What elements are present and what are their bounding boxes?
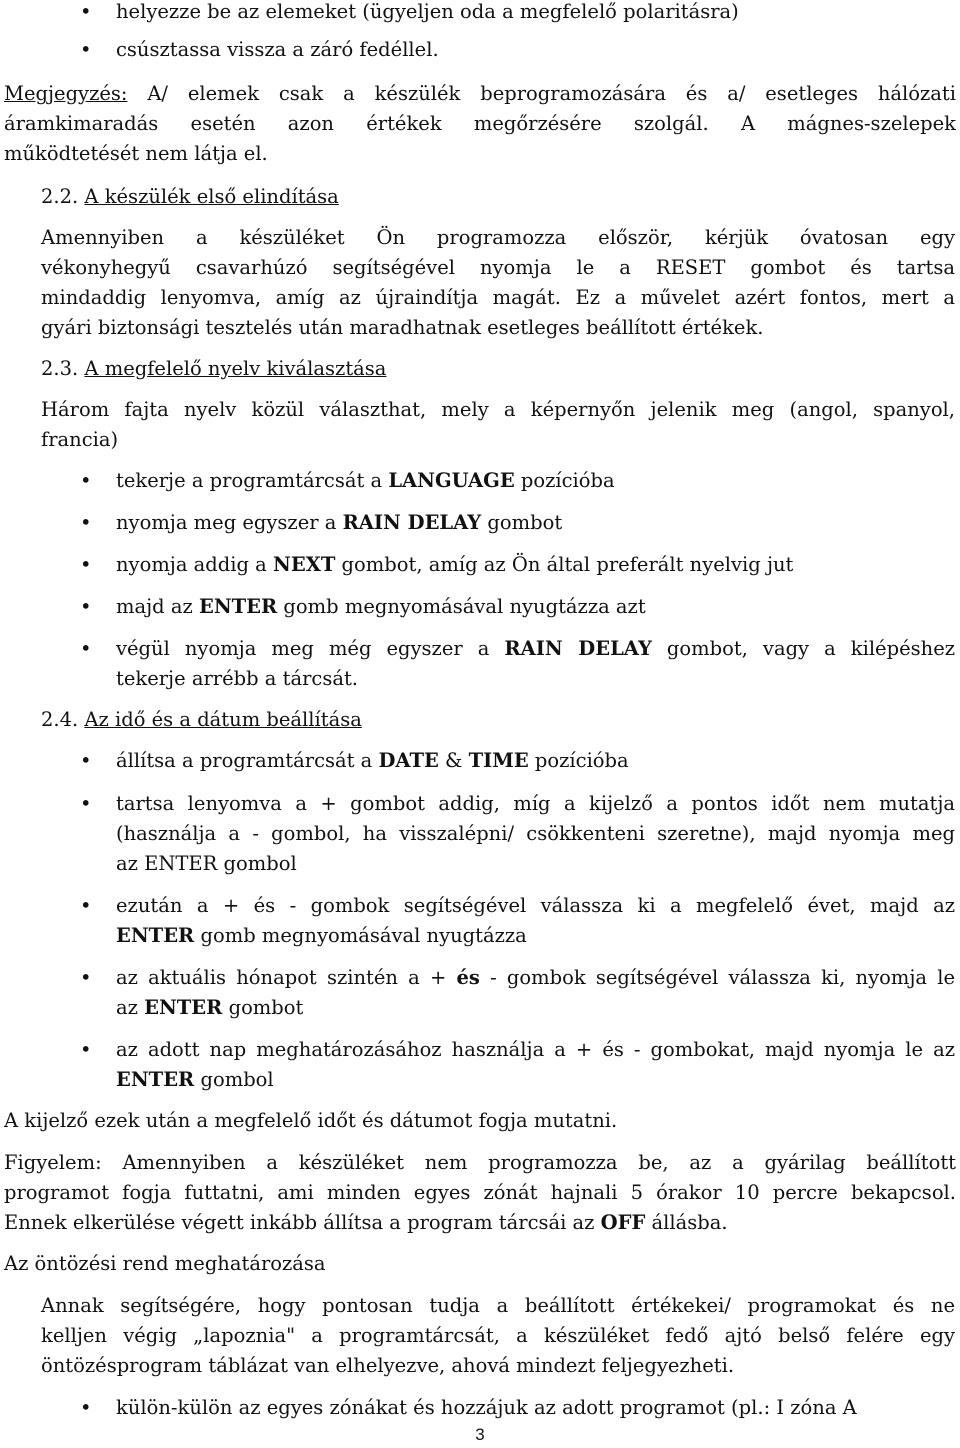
bullet-icon: • — [80, 595, 92, 618]
intro-bullet-1: helyezze be az elemeket (ügyeljen oda a megfelelő polaritásra) — [116, 0, 739, 23]
s22-line-1: Amennyiben a készüléket Ön programozza először, kérjük óvatosan egy — [41, 226, 955, 249]
warning-line-3: Ennek elkerülése végett inkább állítsa a program tárcsái az OFF állásba. — [4, 1211, 728, 1234]
note-line-2: áramkimaradás esetén azon értékek megőrzésére szolgál. A mágnes-szelepek — [4, 112, 956, 135]
s23-bullet-3: nyomja addig a NEXT gombot, amíg az Ön által preferált nyelvig jut — [116, 553, 794, 576]
s22-line-3: mindaddig lenyomva, amíg az újraindítja magát. Ez a művelet azért fontos, mert a — [41, 286, 955, 309]
s23-bullet-5-line-1: végül nyomja meg még egyszer a RAIN DELAY gombot, vagy a kilépéshez — [116, 637, 956, 660]
section-2-3-heading — [41, 354, 941, 384]
s24-bullet-1: állítsa a programtárcsát a DATE & TIME pozícióba — [116, 749, 629, 772]
bullet-icon: • — [80, 469, 92, 492]
section-number: 2.3. — [41, 357, 79, 380]
section-number: 2.2. — [41, 185, 79, 208]
bullet-icon: • — [80, 749, 92, 772]
bullet-icon: • — [80, 1038, 92, 1061]
s22-line-4: gyári biztonsági tesztelés után maradhatnak esetleges beállított értékek. — [41, 316, 764, 339]
s23-intro-line-1: Három fajta nyelv közül választhat, mely a képernyőn jelenik meg (angol, spanyol, — [41, 398, 955, 421]
irrigation-line-3: öntözésprogram táblázat van elhelyezve, ahová mindezt feljegyezheti. — [41, 1354, 735, 1377]
s23-intro-line-2: francia) — [41, 428, 119, 451]
s24-bullet-2-line-3: az ENTER gombol — [116, 852, 297, 875]
note-line-1 — [4, 79, 956, 109]
s24-bullet-2-line-1: tartsa lenyomva a + gombot addig, míg a kijelző a pontos időt nem mutatja — [116, 792, 955, 815]
section-2-4-heading — [41, 705, 941, 735]
bullet-icon: • — [80, 637, 92, 660]
bullet-icon: • — [80, 511, 92, 534]
s22-line-2: vékonyhegyű csavarhúzó segítségével nyomja le a RESET gombot és tartsa — [41, 256, 955, 279]
bullet-icon: • — [80, 894, 92, 917]
s24-bullet-4-line-1: az aktuális hónapot szintén a + és - gombok segítségével válassza ki, nyomja le — [116, 966, 955, 989]
note-text: A/ elemek csak a készülék beprogramozására és a/ esetleges hálózati — [127, 82, 956, 105]
bullet-icon: • — [80, 38, 92, 61]
bullet-icon: • — [80, 1396, 92, 1419]
bullet-icon: • — [80, 0, 92, 23]
page-number: 3 — [475, 1425, 485, 1444]
s23-bullet-1: tekerje a programtárcsát a LANGUAGE pozícióba — [116, 469, 615, 492]
section-title: A megfelelő nyelv kiválasztása — [84, 357, 387, 380]
s24-bullet-4-line-2: az ENTER gombot — [116, 996, 304, 1019]
irrigation-line-2: kelljen végig „lapoznia" a programtárcsát, a készüléket fedő ajtó belső felére egy — [41, 1324, 955, 1347]
s23-bullet-5-line-2: tekerje arrébb a tárcsát. — [116, 667, 359, 690]
display-note: A kijelző ezek után a megfelelő időt és dátumot fogja mutatni. — [4, 1109, 618, 1132]
note-line-3: működtetését nem látja el. — [4, 142, 268, 165]
s24-bullet-2-line-2: (használja a - gombol, ha visszalépni/ csökkenteni szeretne), majd nyomja meg — [116, 822, 955, 845]
bullet-icon: • — [80, 553, 92, 576]
section-title: A készülék első elindítása — [84, 185, 339, 208]
bullet-icon: • — [80, 792, 92, 815]
irrigation-heading: Az öntözési rend meghatározása — [4, 1252, 326, 1275]
section-number: 2.4. — [41, 708, 79, 731]
irrigation-bullet: külön-külön az egyes zónákat és hozzájuk az adott programot (pl.: I zóna A — [116, 1396, 857, 1419]
section-title: Az idő és a dátum beállítása — [84, 708, 362, 731]
intro-bullet-2: csúsztassa vissza a záró fedéllel. — [116, 38, 439, 61]
irrigation-line-1: Annak segítségére, hogy pontosan tudja a beállított értékekei/ programokat és ne — [41, 1294, 955, 1317]
warning-line-1: Figyelem: Amennyiben a készüléket nem programozza be, az a gyárilag beállított — [4, 1151, 956, 1174]
section-2-2-heading — [41, 182, 941, 212]
warning-line-2: programot fogja futtatni, ami minden egyes zónát hajnali 5 órakor 10 percre bekapcsol. — [4, 1181, 956, 1204]
s23-bullet-2: nyomja meg egyszer a RAIN DELAY gombot — [116, 511, 563, 534]
s24-bullet-5-line-2: ENTER gombol — [116, 1068, 274, 1091]
s24-bullet-3-line-1: ezután a + és - gombok segítségével válassza ki a megfelelő évet, majd az — [116, 894, 955, 917]
s24-bullet-3-line-2: ENTER gomb megnyomásával nyugtázza — [116, 924, 527, 947]
bullet-icon: • — [80, 966, 92, 989]
s23-bullet-4: majd az ENTER gomb megnyomásával nyugtázza azt — [116, 595, 646, 618]
s24-bullet-5-line-1: az adott nap meghatározásához használja a + és - gombokat, majd nyomja le az — [116, 1038, 955, 1061]
note-label: Megjegyzés: — [4, 82, 128, 105]
